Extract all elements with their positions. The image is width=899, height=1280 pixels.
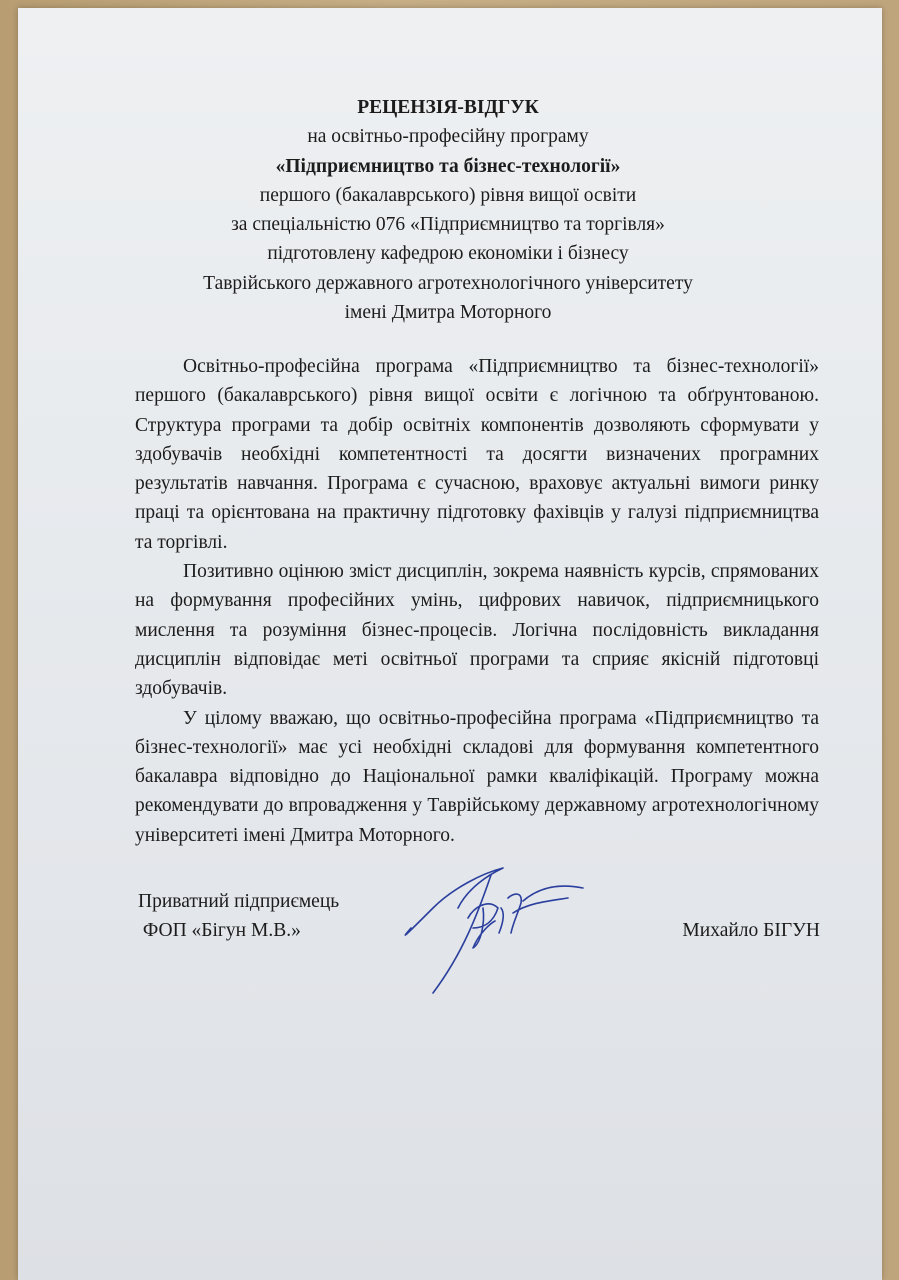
header-line: Таврійського державного агротехнологічного університету (203, 272, 693, 294)
handwritten-signature (373, 853, 603, 1003)
document-page (18, 8, 882, 1280)
document-title: РЕЦЕНЗІЯ-ВІДГУК (357, 97, 539, 118)
header-line: імені Дмитра Моторного (344, 302, 552, 324)
document-body (135, 352, 819, 850)
signatory-position (138, 887, 339, 946)
header-line: за спеціальністю 076 «Підприємництво та торгівля» (231, 214, 665, 236)
paragraph: У цілому вважаю, що освітньо-професійна програма «Підприємництво та бізнес-технології» має усі необхідні складові для формування компетентного бакалавра відповідно до Національної рамки кваліфікацій. Програму можна рекомендувати до впровадження у Таврійському державному агротехнологічному університеті імені Дмитра Моторного. (135, 707, 819, 846)
paragraph: Освітньо-професійна програма «Підприємництво та бізнес-технології» першого (бакалаврського) рівня вищої освіти є логічною та обґрунтованою. Структура програми та добір освітніх компонентів дозволяють сформувати у здобувачів необхідні компетентності та досягти визначених програмних результатів навчання. Програма є сучасною, враховує актуальні вимоги ринку праці та орієнтована на практичну підготовку фахівців у галузі підприємництва та торгівлі. (135, 356, 819, 553)
program-name: «Підприємництво та бізнес-технології» (275, 155, 621, 177)
position-line: ФОП «Бігун М.В.» (138, 920, 301, 942)
document-header (78, 93, 818, 327)
header-line: підготовлену кафедрою економіки і бізнесу (267, 243, 629, 265)
header-line: першого (бакалаврського) рівня вищої освіти (259, 184, 637, 206)
header-line: на освітньо-професійну програму (307, 126, 589, 148)
paragraph: Позитивно оцінюю зміст дисциплін, зокрема наявність курсів, спрямованих на формування професійних умінь, цифрових навичок, підприємницького мислення та розуміння бізнес-процесів. Логічна послідовність викладання дисциплін відповідає меті освітньої програми та сприяє якісній підготовці здобувачів. (135, 561, 819, 700)
position-line: Приватний підприємець (138, 891, 340, 912)
signatory-name: Михайло БІГУН (682, 920, 820, 941)
